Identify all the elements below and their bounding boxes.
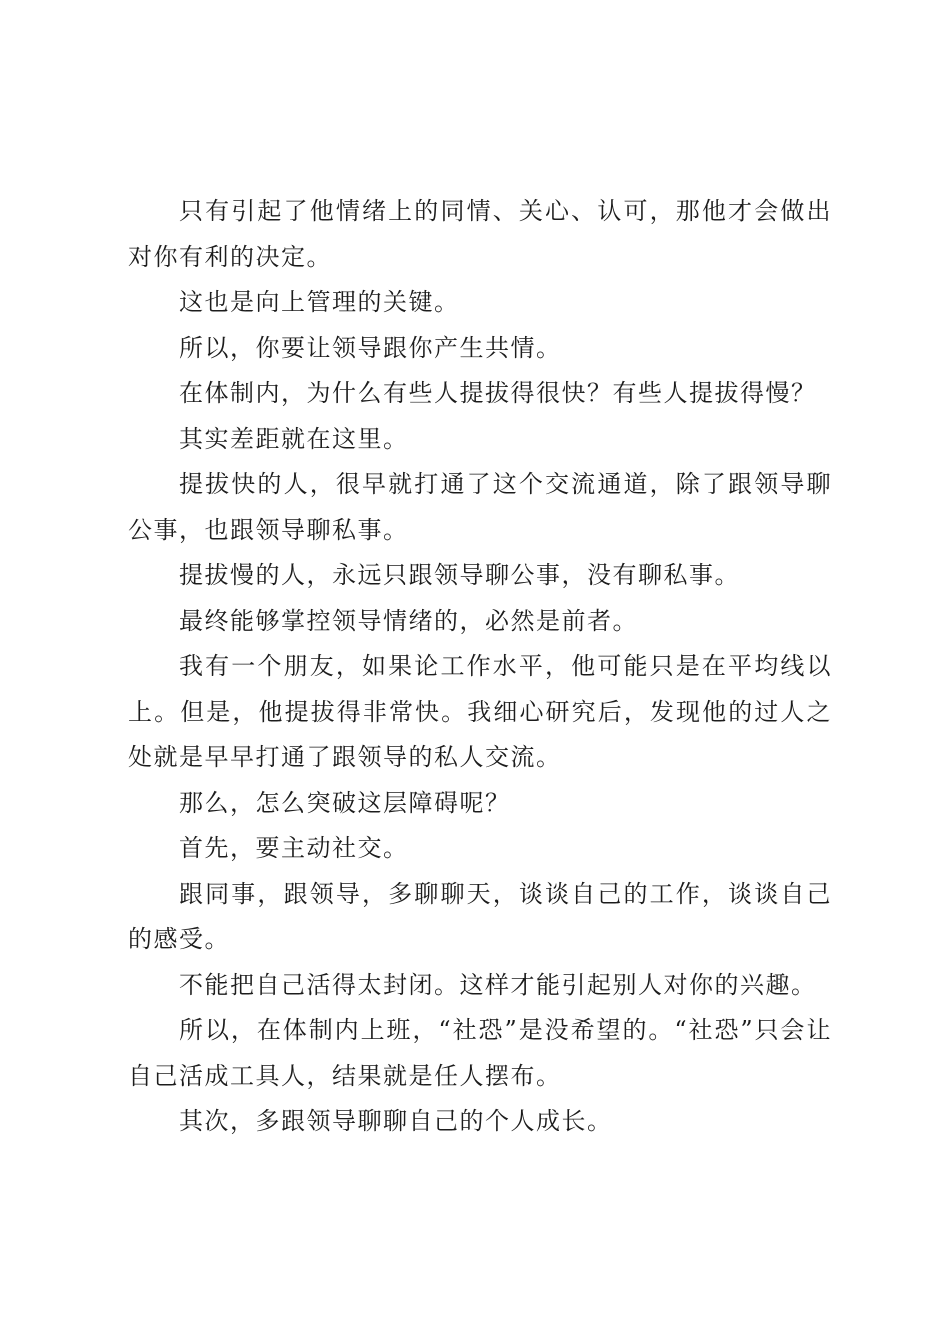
- paragraph-13: 不能把自己活得太封闭。这样才能引起别人对你的兴趣。: [179, 970, 817, 999]
- paragraph-10: 那么，怎么突破这层障碍呢？: [179, 788, 511, 817]
- paragraph-3: 所以，你要让领导跟你产生共情。: [179, 333, 562, 362]
- paragraph-8: 最终能够掌控领导情绪的，必然是前者。: [179, 606, 638, 635]
- paragraph-5: 其实差距就在这里。: [179, 424, 409, 453]
- document-body: [128, 189, 832, 1145]
- paragraph-2: 这也是向上管理的关键。: [179, 288, 460, 316]
- paragraph-14: 所以，在体制内上班，“社恐”是没希望的。“社恐”只会让自己活成工具人，结果就是任人摆布。: [128, 1016, 832, 1090]
- paragraph-6: 提拔快的人，很早就打通了这个交流通道，除了跟领导聊公事，也跟领导聊私事。: [128, 470, 832, 544]
- paragraph-1: 只有引起了他情绪上的同情、关心、认可，那他才会做出对你有利的决定。: [128, 197, 832, 271]
- paragraph-7: 提拔慢的人，永远只跟领导聊公事，没有聊私事。: [179, 561, 740, 589]
- paragraph-15: 其次，多跟领导聊聊自己的个人成长。: [179, 1107, 613, 1135]
- paragraph-9: 我有一个朋友，如果论工作水平，他可能只是在平均线以上。但是，他提拔得非常快。我细心研究后，发现他的过人之处就是早早打通了跟领导的私人交流。: [128, 652, 832, 771]
- paragraph-4: 在体制内，为什么有些人提拔得很快？有些人提拔得慢？: [179, 379, 817, 407]
- paragraph-11: 首先，要主动社交。: [179, 834, 409, 862]
- paragraph-12: 跟同事，跟领导，多聊聊天，谈谈自己的工作，谈谈自己的感受。: [128, 879, 832, 953]
